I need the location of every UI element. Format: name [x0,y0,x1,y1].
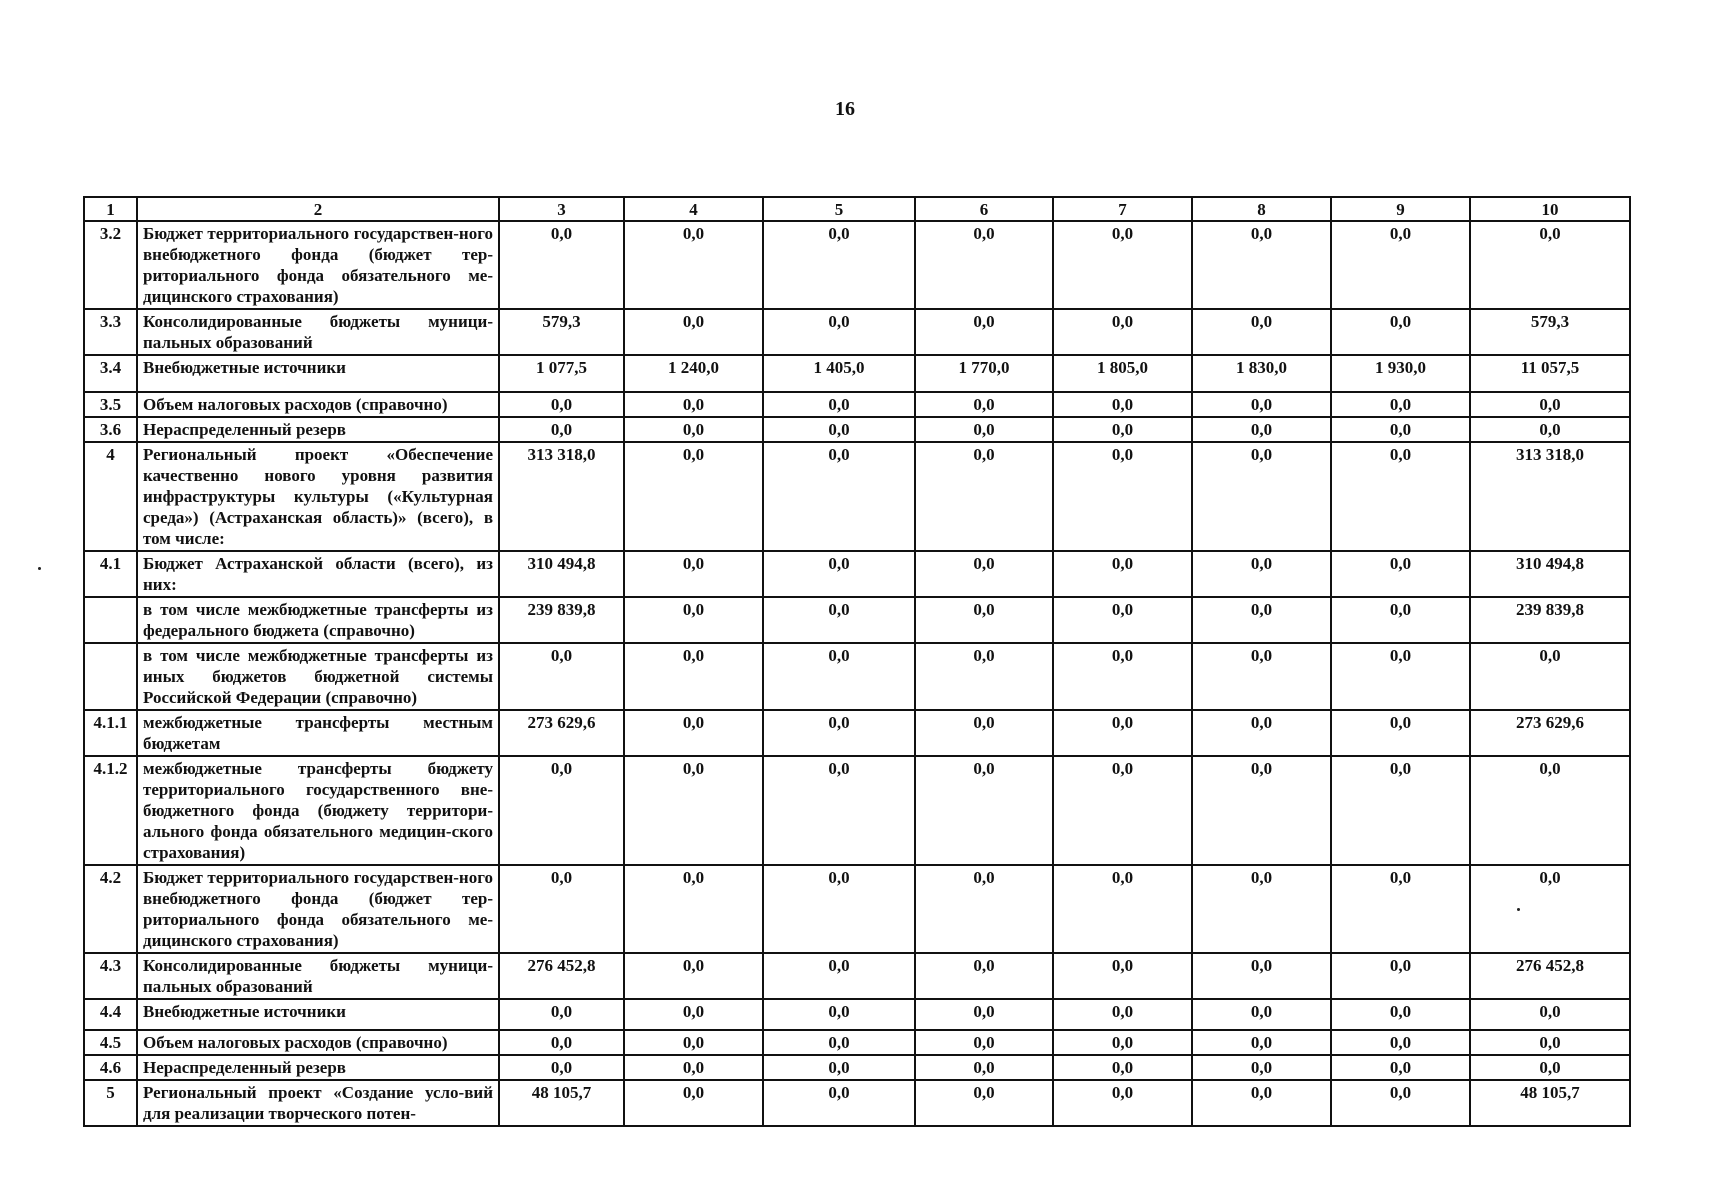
value-cell: 0,0 [624,865,763,953]
value-cell: 0,0 [1331,710,1470,756]
value-cell: 0,0 [499,643,624,710]
table-header-row [84,197,1630,221]
row-name: Бюджет территориального государствен-ного внебюджетного фонда (бюджет тер-риториального фонда обязательного ме-дицинского страхования) [137,865,499,953]
table-row [84,643,1630,710]
value-cell: 1 240,0 [624,355,763,392]
value-cell: 0,0 [763,865,915,953]
value-cell: 0,0 [763,309,915,355]
table-row [84,392,1630,417]
value-cell: 0,0 [763,442,915,551]
value-cell: 0,0 [915,953,1053,999]
budget-table [83,196,1631,1127]
value-cell: 0,0 [915,551,1053,597]
value-cell: 0,0 [1192,643,1331,710]
value-cell: 0,0 [1470,999,1630,1030]
value-cell: 0,0 [1053,1080,1192,1126]
table-row [84,1030,1630,1055]
value-cell: 0,0 [1053,1030,1192,1055]
value-cell: 0,0 [763,953,915,999]
value-cell: 0,0 [915,309,1053,355]
value-cell: 0,0 [1331,756,1470,865]
value-cell: 313 318,0 [1470,442,1630,551]
value-cell: 0,0 [1192,597,1331,643]
value-cell: 0,0 [1192,221,1331,309]
value-cell: 0,0 [915,999,1053,1030]
row-code: 5 [84,1080,137,1126]
value-cell: 0,0 [1331,953,1470,999]
value-cell: 273 629,6 [1470,710,1630,756]
value-cell: 0,0 [763,392,915,417]
value-cell: 0,0 [1053,643,1192,710]
value-cell: 0,0 [624,417,763,442]
row-name: Региональный проект «Создание усло-вий для реализации творческого потен- [137,1080,499,1126]
row-code: 3.3 [84,309,137,355]
value-cell: 0,0 [1331,442,1470,551]
table-row [84,1080,1630,1126]
value-cell: 11 057,5 [1470,355,1630,392]
row-name: Бюджет территориального государствен-ного внебюджетного фонда (бюджет тер-риториального фонда обязательного ме-дицинского страхования) [137,221,499,309]
value-cell: 0,0 [915,1030,1053,1055]
value-cell: 0,0 [1192,309,1331,355]
value-cell: 0,0 [915,1055,1053,1080]
row-name: Нераспределенный резерв [137,417,499,442]
value-cell: 0,0 [1331,1055,1470,1080]
column-header: 9 [1331,197,1470,221]
table-row [84,597,1630,643]
value-cell: 0,0 [1053,865,1192,953]
row-name: Объем налоговых расходов (справочно) [137,392,499,417]
value-cell: 0,0 [915,643,1053,710]
value-cell: 0,0 [1192,953,1331,999]
row-name: межбюджетные трансферты бюджету территориального государственного вне-бюджетного фонда (бюджету территори-ального фонда обязательного медицин-ского страхования) [137,756,499,865]
row-code: 3.2 [84,221,137,309]
value-cell: 0,0 [915,417,1053,442]
row-name: в том числе межбюджетные трансферты из иных бюджетов бюджетной системы Российской Федерации (справочно) [137,643,499,710]
value-cell: 0,0 [763,1055,915,1080]
row-name: межбюджетные трансферты местным бюджетам [137,710,499,756]
row-code: 4.1.1 [84,710,137,756]
value-cell: 579,3 [1470,309,1630,355]
value-cell: 48 105,7 [1470,1080,1630,1126]
scan-speck [38,567,41,570]
value-cell: 0,0 [1331,221,1470,309]
value-cell: 0,0 [624,442,763,551]
value-cell: 276 452,8 [499,953,624,999]
value-cell: 0,0 [1053,999,1192,1030]
value-cell: 48 105,7 [499,1080,624,1126]
value-cell: 0,0 [1192,417,1331,442]
value-cell: 0,0 [763,597,915,643]
row-name: в том числе межбюджетные трансферты из федерального бюджета (справочно) [137,597,499,643]
value-cell: 0,0 [499,221,624,309]
value-cell: 0,0 [915,710,1053,756]
row-code [84,597,137,643]
value-cell: 0,0 [1053,756,1192,865]
column-header: 10 [1470,197,1630,221]
value-cell: 0,0 [499,999,624,1030]
value-cell: 310 494,8 [499,551,624,597]
value-cell: 0,0 [499,865,624,953]
value-cell: 1 405,0 [763,355,915,392]
row-code: 4.6 [84,1055,137,1080]
table-row [84,442,1630,551]
row-code: 3.4 [84,355,137,392]
row-code: 3.6 [84,417,137,442]
value-cell: 0,0 [624,1055,763,1080]
value-cell: 0,0 [1053,309,1192,355]
value-cell: 0,0 [1053,710,1192,756]
row-code: 4.1.2 [84,756,137,865]
row-code: 4.3 [84,953,137,999]
value-cell: 1 805,0 [1053,355,1192,392]
value-cell: 0,0 [1470,392,1630,417]
value-cell: 0,0 [1470,643,1630,710]
value-cell: 0,0 [915,865,1053,953]
row-code: 4.1 [84,551,137,597]
row-name: Нераспределенный резерв [137,1055,499,1080]
value-cell: 0,0 [1470,221,1630,309]
row-code: 4.2 [84,865,137,953]
row-code [84,643,137,710]
value-cell: 0,0 [763,756,915,865]
value-cell: 0,0 [1192,865,1331,953]
value-cell: 0,0 [499,756,624,865]
column-header: 7 [1053,197,1192,221]
value-cell: 0,0 [1470,756,1630,865]
column-header: 5 [763,197,915,221]
value-cell: 0,0 [915,392,1053,417]
value-cell: 239 839,8 [499,597,624,643]
value-cell: 0,0 [1470,865,1630,953]
value-cell: 0,0 [763,221,915,309]
value-cell: 0,0 [1331,597,1470,643]
value-cell: 0,0 [499,1030,624,1055]
table-row [84,221,1630,309]
table-row [84,355,1630,392]
value-cell: 0,0 [624,309,763,355]
value-cell: 1 830,0 [1192,355,1331,392]
value-cell: 0,0 [1470,1055,1630,1080]
value-cell: 0,0 [1192,756,1331,865]
value-cell: 0,0 [1192,551,1331,597]
value-cell: 0,0 [915,221,1053,309]
value-cell: 0,0 [763,1030,915,1055]
table-row [84,999,1630,1030]
row-name: Региональный проект «Обеспечение качественно нового уровня развития инфраструктуры культуры («Культурная среда») (Астраханская область)» (всего), в том числе: [137,442,499,551]
value-cell: 313 318,0 [499,442,624,551]
value-cell: 0,0 [915,442,1053,551]
table-row [84,865,1630,953]
row-name: Внебюджетные источники [137,999,499,1030]
value-cell: 0,0 [915,756,1053,865]
row-code: 4.5 [84,1030,137,1055]
column-header: 1 [84,197,137,221]
value-cell: 0,0 [1470,417,1630,442]
value-cell: 0,0 [915,597,1053,643]
column-header: 3 [499,197,624,221]
value-cell: 0,0 [1192,1030,1331,1055]
value-cell: 0,0 [1053,417,1192,442]
value-cell: 0,0 [1331,1030,1470,1055]
value-cell: 579,3 [499,309,624,355]
value-cell: 1 077,5 [499,355,624,392]
table-row [84,417,1630,442]
value-cell: 0,0 [763,643,915,710]
column-header: 4 [624,197,763,221]
row-code: 4 [84,442,137,551]
value-cell: 0,0 [763,1080,915,1126]
value-cell: 273 629,6 [499,710,624,756]
value-cell: 0,0 [1331,1080,1470,1126]
value-cell: 0,0 [1192,392,1331,417]
page-number: 16 [835,98,855,120]
column-header: 2 [137,197,499,221]
row-name: Бюджет Астраханской области (всего), из них: [137,551,499,597]
value-cell: 0,0 [624,756,763,865]
value-cell: 310 494,8 [1470,551,1630,597]
value-cell: 0,0 [763,999,915,1030]
value-cell: 0,0 [624,551,763,597]
value-cell: 0,0 [763,417,915,442]
value-cell: 0,0 [624,1030,763,1055]
table-row [84,1055,1630,1080]
value-cell: 239 839,8 [1470,597,1630,643]
value-cell: 0,0 [624,1080,763,1126]
table-row [84,756,1630,865]
table-row [84,309,1630,355]
value-cell: 0,0 [1331,865,1470,953]
value-cell: 0,0 [763,551,915,597]
value-cell: 0,0 [1053,221,1192,309]
value-cell: 0,0 [624,221,763,309]
row-code: 3.5 [84,392,137,417]
value-cell: 0,0 [499,392,624,417]
value-cell: 0,0 [1053,953,1192,999]
row-name: Объем налоговых расходов (справочно) [137,1030,499,1055]
row-name: Внебюджетные источники [137,355,499,392]
value-cell: 1 930,0 [1331,355,1470,392]
value-cell: 0,0 [763,710,915,756]
value-cell: 0,0 [1192,1055,1331,1080]
value-cell: 0,0 [499,417,624,442]
value-cell: 0,0 [624,643,763,710]
value-cell: 0,0 [1053,551,1192,597]
value-cell: 0,0 [1192,999,1331,1030]
value-cell: 0,0 [499,1055,624,1080]
value-cell: 0,0 [1053,597,1192,643]
value-cell: 0,0 [624,597,763,643]
row-name: Консолидированные бюджеты муници-пальных образований [137,953,499,999]
value-cell: 0,0 [1331,392,1470,417]
table-row [84,551,1630,597]
value-cell: 276 452,8 [1470,953,1630,999]
value-cell: 0,0 [1053,392,1192,417]
value-cell: 0,0 [1053,1055,1192,1080]
column-header: 6 [915,197,1053,221]
value-cell: 0,0 [1331,999,1470,1030]
value-cell: 0,0 [1192,710,1331,756]
table-body [84,221,1630,1126]
row-name: Консолидированные бюджеты муници-пальных образований [137,309,499,355]
value-cell: 0,0 [1192,442,1331,551]
value-cell: 0,0 [1331,551,1470,597]
table-row [84,710,1630,756]
value-cell: 0,0 [1331,417,1470,442]
value-cell: 0,0 [1053,442,1192,551]
value-cell: 0,0 [1192,1080,1331,1126]
value-cell: 0,0 [624,710,763,756]
value-cell: 0,0 [1331,309,1470,355]
value-cell: 0,0 [915,1080,1053,1126]
value-cell: 0,0 [1331,643,1470,710]
row-code: 4.4 [84,999,137,1030]
value-cell: 1 770,0 [915,355,1053,392]
value-cell: 0,0 [624,392,763,417]
value-cell: 0,0 [624,953,763,999]
column-header: 8 [1192,197,1331,221]
value-cell: 0,0 [624,999,763,1030]
value-cell: 0,0 [1470,1030,1630,1055]
table-row [84,953,1630,999]
